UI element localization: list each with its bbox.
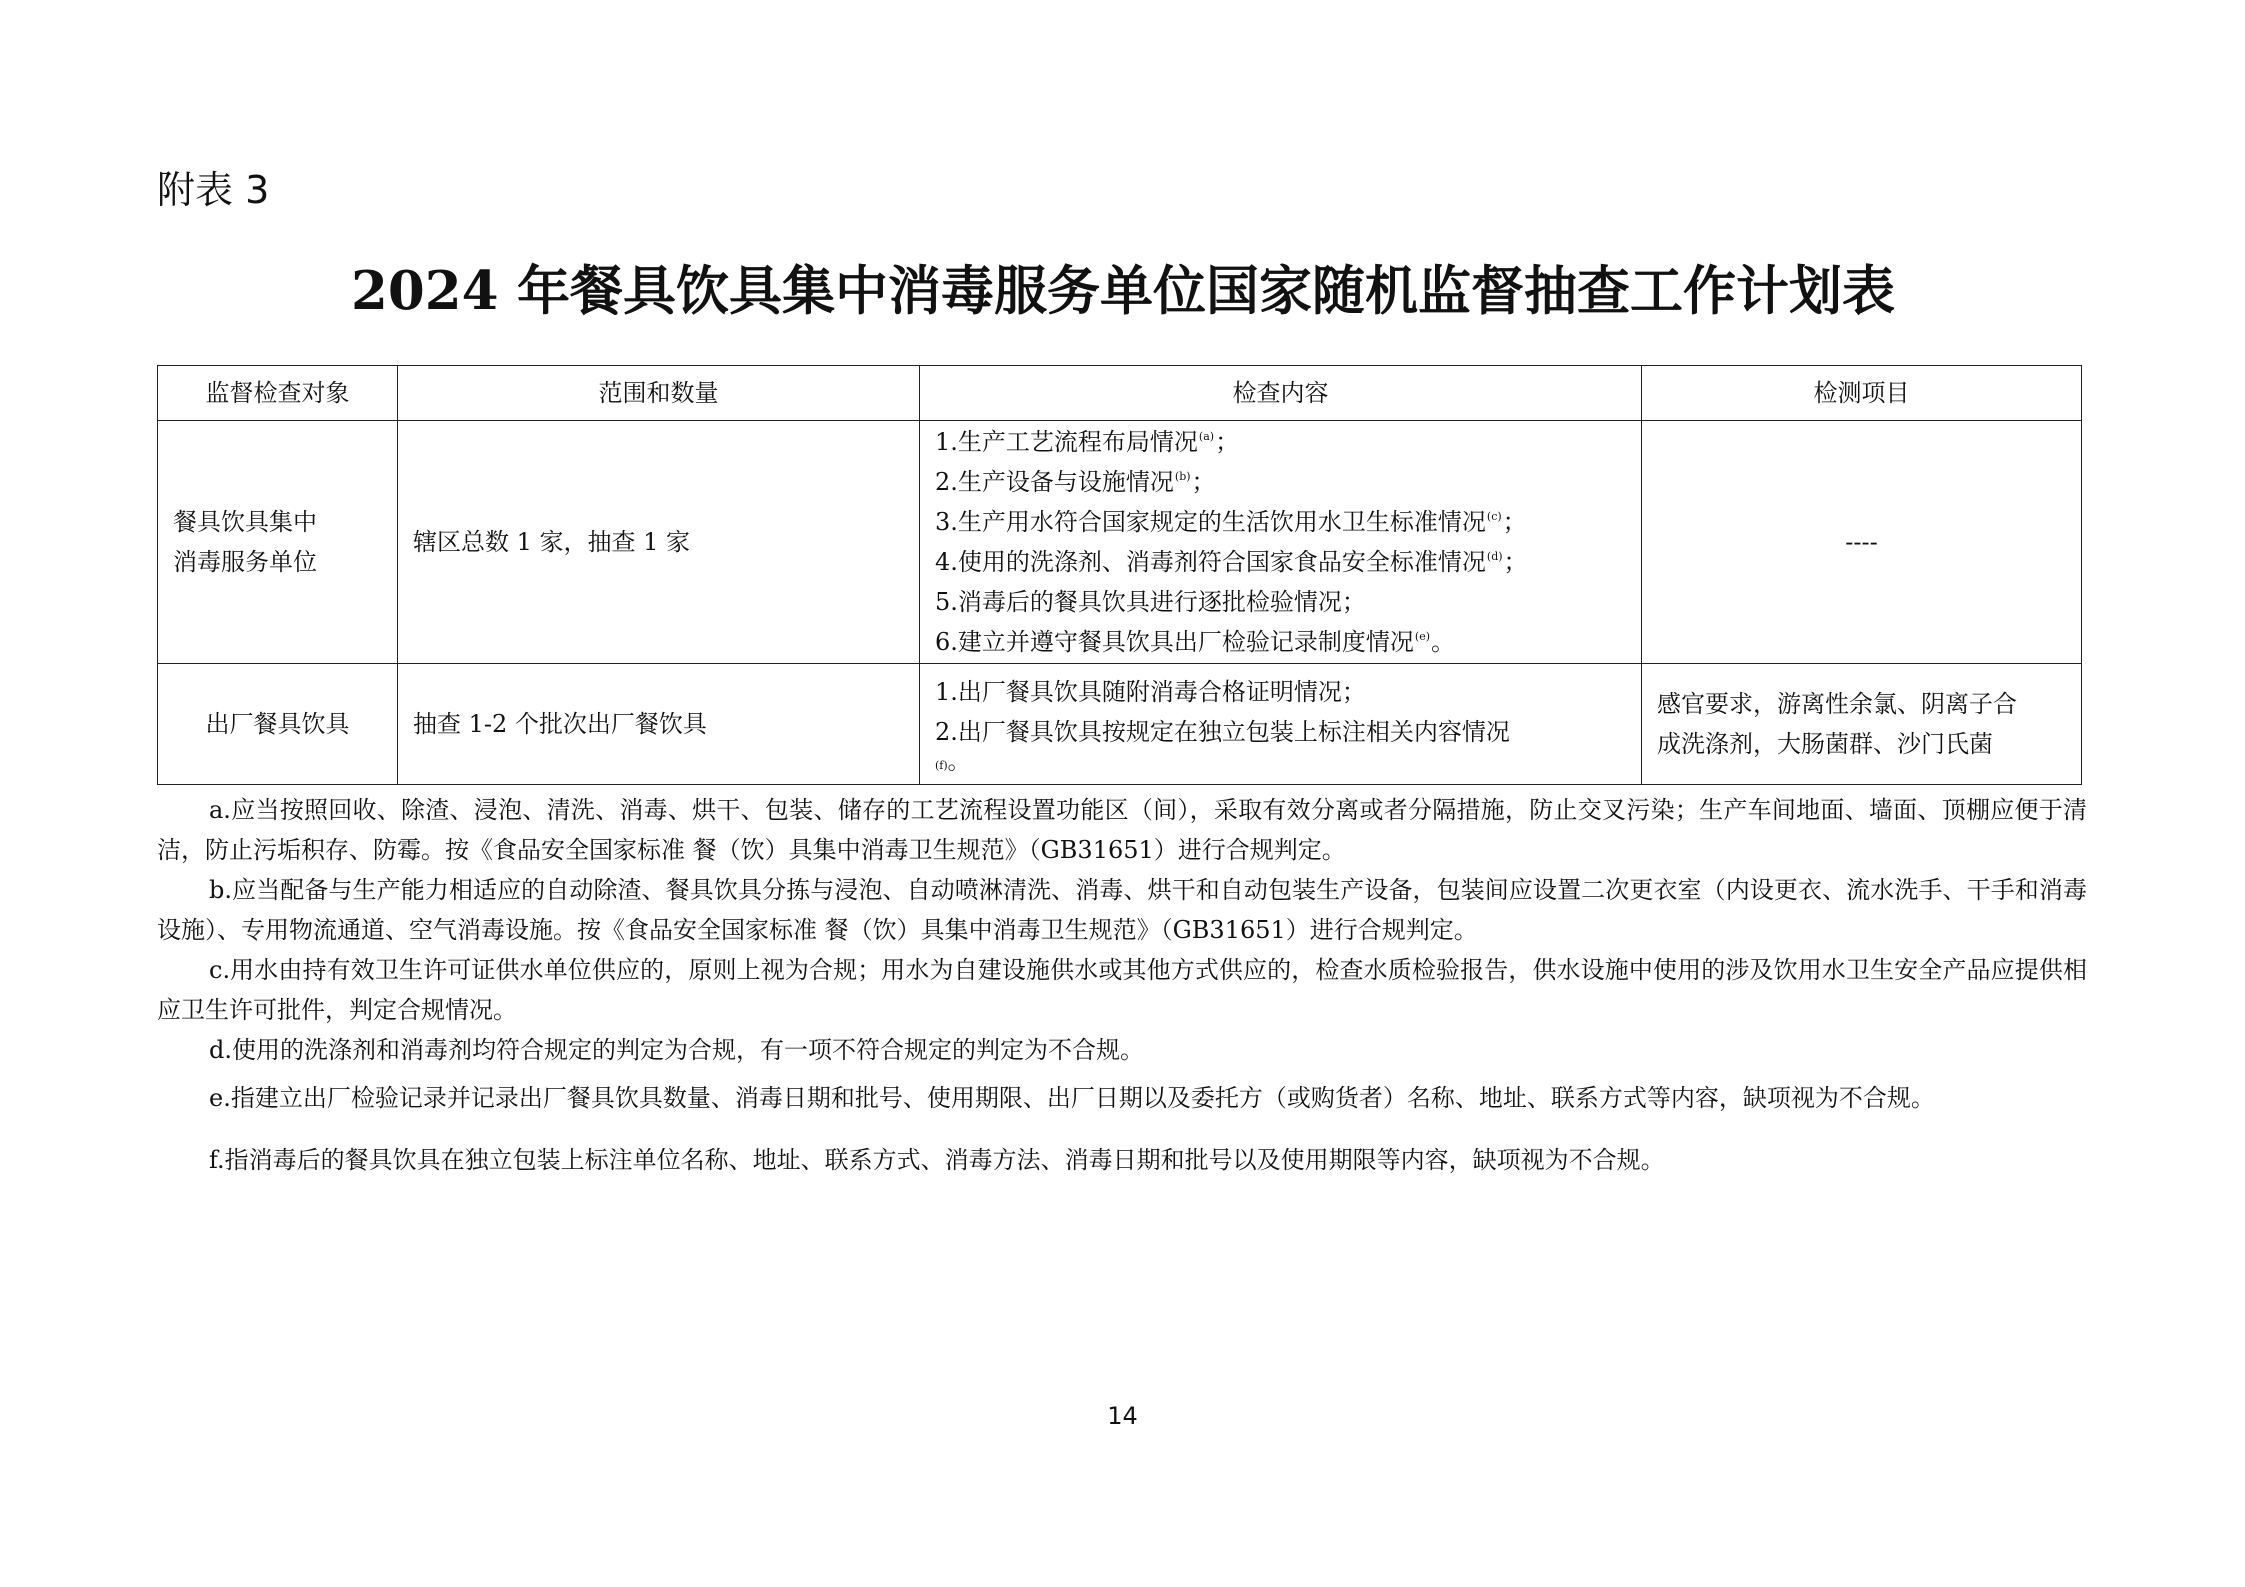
table-row bbox=[158, 664, 2082, 785]
footnote-d: d.使用的洗涤剂和消毒剂均符合规定的判定为合规，有一项不符合规定的判定为不合规。 bbox=[209, 1036, 1144, 1064]
footnote-ref: (e) bbox=[1414, 630, 1430, 643]
content-item-ref: (f)。 bbox=[935, 749, 970, 775]
content-item: 2.生产设备与设施情况$^{(b)}$； bbox=[935, 468, 1216, 496]
content-item: 5.消毒后的餐具饮具进行逐批检验情况； bbox=[935, 588, 1366, 616]
target-cell: 出厂餐具饮具 bbox=[158, 664, 398, 785]
target-line: 消毒服务单位 bbox=[173, 548, 317, 576]
target-line: 餐具饮具集中 bbox=[173, 508, 317, 536]
column-header-tests: 检测项目 bbox=[1642, 366, 2082, 421]
column-header-target: 监督检查对象 bbox=[158, 366, 398, 421]
footnote-ref: (c) bbox=[1486, 510, 1502, 523]
content-item: 4.使用的洗涤剂、消毒剂符合国家食品安全标准情况$^{(d)}$； bbox=[935, 548, 1528, 576]
footnote-a: a.应当按照回收、除渣、浸泡、清洗、消毒、烘干、包装、储存的工艺流程设置功能区（间），采取有效分离或者分隔措施，防止交叉污染；生产车间地面、墙面、顶棚应便于清洁，防止污垢积存、防霉。按《食品安全国家标准 餐（饮）具集中消毒卫生规范》（GB31651）进行合规判定。 bbox=[157, 796, 2087, 864]
page-number: 14 bbox=[1107, 1402, 1138, 1430]
content-item: 3.生产用水符合国家规定的生活饮用水卫生标准情况$^{(c)}$； bbox=[935, 508, 1527, 536]
content-item: 1.出厂餐具饮具随附消毒合格证明情况； bbox=[935, 677, 1366, 706]
content-item: 6.建立并遵守餐具饮具出厂检验记录制度情况$^{(e)}$。 bbox=[935, 628, 1455, 656]
tests-line: 感官要求，游离性余氯、阴离子合 bbox=[1657, 690, 2017, 718]
content-item: 2.出厂餐具饮具按规定在独立包装上标注相关内容情况 bbox=[935, 717, 1510, 746]
appendix-label: 附表 3 bbox=[157, 168, 270, 212]
column-header-scope: 范围和数量 bbox=[398, 366, 920, 421]
target-cell bbox=[158, 421, 398, 664]
footnote-b: b.应当配备与生产能力相适应的自动除渣、餐具饮具分拣与浸泡、自动喷淋清洗、消毒、烘干和自动包装生产设备，包装间应设置二次更衣室（内设更衣、流水洗手、干手和消毒设施）、专用物流通道、空气消毒设施。按《食品安全国家标准 餐（饮）具集中消毒卫生规范》（GB31651）进行合规判定。 bbox=[157, 876, 2087, 944]
scope-cell: 抽查 1-2 个批次出厂餐饮具 bbox=[398, 664, 920, 785]
content-cell bbox=[920, 421, 1642, 664]
tests-cell: ---- bbox=[1642, 421, 2082, 664]
scope-cell: 辖区总数 1 家，抽查 1 家 bbox=[398, 421, 920, 664]
footnote-ref: (b) bbox=[1174, 470, 1191, 483]
inspection-plan-table bbox=[157, 365, 2082, 785]
document-title: 2024 年餐具饮具集中消毒服务单位国家随机监督抽查工作计划表 bbox=[351, 260, 1895, 322]
footnote-c: c.用水由持有效卫生许可证供水单位供应的，原则上视为合规；用水为自建设施供水或其他方式供应的，检查水质检验报告，供水设施中使用的涉及饮用水卫生安全产品应提供相应卫生许可批件，判定合规情况。 bbox=[157, 956, 2087, 1024]
footnote-f: f.指消毒后的餐具饮具在独立包装上标注单位名称、地址、联系方式、消毒方法、消毒日期和批号以及使用期限等内容，缺项视为不合规。 bbox=[209, 1146, 1665, 1174]
table-header-row bbox=[158, 366, 2082, 421]
footnote-ref: (d) bbox=[1486, 550, 1503, 563]
content-cell bbox=[920, 664, 1642, 785]
footnote-ref: (a) bbox=[1198, 430, 1215, 443]
footnote-e: e.指建立出厂检验记录并记录出厂餐具饮具数量、消毒日期和批号、使用期限、出厂日期以及委托方（或购货者）名称、地址、联系方式等内容，缺项视为不合规。 bbox=[209, 1084, 1935, 1112]
footnote-ref: (f) bbox=[935, 758, 948, 772]
content-item: 1.生产工艺流程布局情况$^{(a)}$； bbox=[935, 428, 1240, 456]
column-header-content: 检查内容 bbox=[920, 366, 1642, 421]
table-row bbox=[158, 421, 2082, 664]
tests-line: 成洗涤剂，大肠菌群、沙门氏菌 bbox=[1657, 730, 1993, 758]
footnotes bbox=[157, 790, 2087, 1180]
tests-cell bbox=[1642, 664, 2082, 785]
